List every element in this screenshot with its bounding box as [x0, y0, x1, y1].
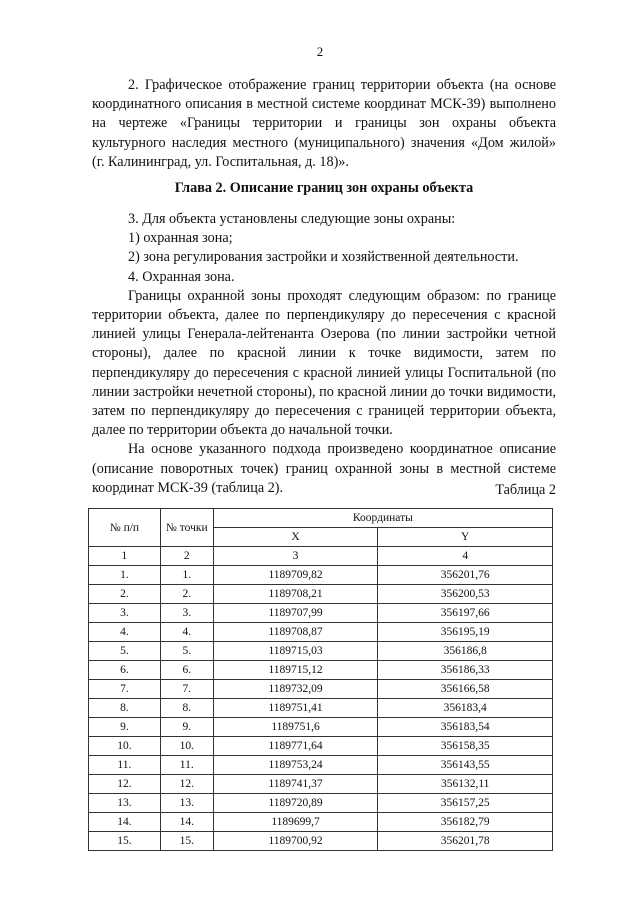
section-4-heading: 4. Охранная зона.: [128, 268, 235, 285]
point-number: 15.: [160, 832, 213, 851]
table-row: [89, 699, 553, 718]
table-row: [89, 718, 553, 737]
paragraph-graphic-text: 2. Графическое отображение границ территории объекта (на основе координатного описания в местной системе координат МСК-39) выполнено на чертеже «Границы территории и границы зон охраны объекта культурного наследия местного (муниципального) значения «Дом жилой» (г. Калининград, ул. Госпитальная, д. 18)».: [92, 77, 556, 170]
point-number: 4.: [160, 623, 213, 642]
y-value: 356195,19: [378, 623, 553, 642]
y-value: 356201,78: [378, 832, 553, 851]
table-row: [89, 566, 553, 585]
point-number: 14.: [160, 813, 213, 832]
y-value: 356186,8: [378, 642, 553, 661]
point-number: 2.: [160, 585, 213, 604]
row-number: 7.: [89, 680, 161, 699]
row-number: 15.: [89, 832, 161, 851]
x-value: 1189715,12: [213, 661, 378, 680]
table-row: [89, 585, 553, 604]
row-number: 1.: [89, 566, 161, 585]
point-number: 10.: [160, 737, 213, 756]
row-number: 13.: [89, 794, 161, 813]
x-value: 1189708,21: [213, 585, 378, 604]
y-value: 356166,58: [378, 680, 553, 699]
x-value: 1189707,99: [213, 604, 378, 623]
table-row: [89, 661, 553, 680]
row-number: 8.: [89, 699, 161, 718]
row-number: 5.: [89, 642, 161, 661]
y-value: 356197,66: [378, 604, 553, 623]
row-number: 10.: [89, 737, 161, 756]
page-number: 2: [316, 44, 324, 59]
point-number: 13.: [160, 794, 213, 813]
coordinates-table: [88, 508, 553, 851]
point-number: 12.: [160, 775, 213, 794]
y-value: 356158,35: [378, 737, 553, 756]
y-value: 356182,79: [378, 813, 553, 832]
table-index-row: [89, 547, 553, 566]
index-cell: 2: [160, 547, 213, 566]
x-value: 1189715,03: [213, 642, 378, 661]
x-value: 1189699,7: [213, 813, 378, 832]
table-row: [89, 832, 553, 851]
table-row: [89, 756, 553, 775]
x-value: 1189741,37: [213, 775, 378, 794]
coordinate-description: На основе указанного подхода произведено координатное описание (описание поворотных точек) границ охранной зоны в местной системе координат МСК-39 (таблица 2).: [92, 441, 556, 496]
x-value: 1189708,87: [213, 623, 378, 642]
row-number: 2.: [89, 585, 161, 604]
row-number: 12.: [89, 775, 161, 794]
table-header-row: [89, 509, 553, 528]
zone-item-1: 1) охранная зона;: [128, 230, 233, 247]
x-value: 1189732,09: [213, 680, 378, 699]
row-number: 14.: [89, 813, 161, 832]
table-row: [89, 794, 553, 813]
x-value: 1189709,82: [213, 566, 378, 585]
header-x: X: [213, 528, 378, 547]
table-row: [89, 813, 553, 832]
index-cell: 4: [378, 547, 553, 566]
x-value: 1189771,64: [213, 737, 378, 756]
point-number: 1.: [160, 566, 213, 585]
table-row: [89, 623, 553, 642]
x-value: 1189751,6: [213, 718, 378, 737]
header-np: № п/п: [89, 509, 161, 547]
x-value: 1189751,41: [213, 699, 378, 718]
point-number: 3.: [160, 604, 213, 623]
paragraph-graphic: [92, 76, 556, 172]
table-row: [89, 604, 553, 623]
row-number: 6.: [89, 661, 161, 680]
header-coordinates: Координаты: [213, 509, 552, 528]
zones-section: [92, 210, 556, 498]
y-value: 356132,11: [378, 775, 553, 794]
header-point: № точки: [160, 509, 213, 547]
row-number: 3.: [89, 604, 161, 623]
row-number: 9.: [89, 718, 161, 737]
table-row: [89, 680, 553, 699]
y-value: 356200,53: [378, 585, 553, 604]
y-value: 356201,76: [378, 566, 553, 585]
header-y: Y: [378, 528, 553, 547]
zones-intro: 3. Для объекта установлены следующие зоны охраны:: [128, 211, 456, 227]
index-cell: 3: [213, 547, 378, 566]
boundary-description: Границы охранной зоны проходят следующим образом: по границе территории объекта, далее по перпендикуляру до пересечения с красной линией улицы Генерала-лейтенанта Озерова (по линии застройки четной стороны), далее по красной линии к точке видимости, затем по перпендикуляру до пересечения с красной линией улицы Госпитальной (по линии застройки нечетной стороны), по красной линии до точки видимости, затем по перпендикуляру до пересечения с границей территории объекта, далее по территории объекта до начальной точки.: [92, 287, 556, 439]
point-number: 6.: [160, 661, 213, 680]
y-value: 356183,54: [378, 718, 553, 737]
table-row: [89, 775, 553, 794]
point-number: 9.: [160, 718, 213, 737]
x-value: 1189700,92: [213, 832, 378, 851]
table-row: [89, 642, 553, 661]
point-number: 5.: [160, 642, 213, 661]
table-label: Таблица 2: [495, 482, 556, 498]
row-number: 4.: [89, 623, 161, 642]
row-number: 11.: [89, 756, 161, 775]
x-value: 1189720,89: [213, 794, 378, 813]
point-number: 7.: [160, 680, 213, 699]
y-value: 356186,33: [378, 661, 553, 680]
point-number: 8.: [160, 699, 213, 718]
x-value: 1189753,24: [213, 756, 378, 775]
y-value: 356157,25: [378, 794, 553, 813]
table-row: [89, 737, 553, 756]
index-cell: 1: [89, 547, 161, 566]
y-value: 356143,55: [378, 756, 553, 775]
point-number: 11.: [160, 756, 213, 775]
chapter-heading: Глава 2. Описание границ зон охраны объекта: [174, 180, 474, 196]
zone-item-2: 2) зона регулирования застройки и хозяйственной деятельности.: [128, 249, 519, 266]
y-value: 356183,4: [378, 699, 553, 718]
